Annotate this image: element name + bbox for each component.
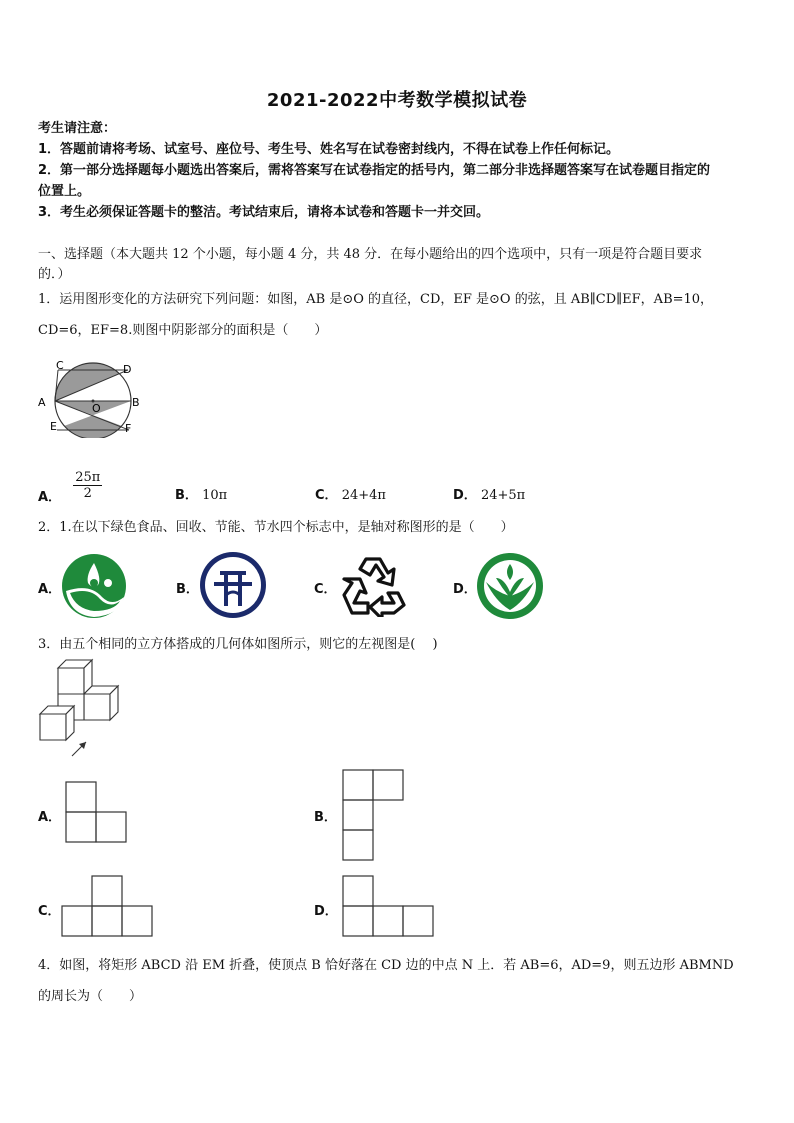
option-value: 24+5π (480, 488, 526, 503)
q2-option-c-label[interactable]: C． (314, 582, 337, 597)
water-saving-logo-icon (476, 552, 544, 620)
q4-text-cont: 的周长为（ ） (38, 989, 143, 1004)
q2-option-d-label[interactable]: D． (453, 582, 477, 597)
page-title: 2021-2022中考数学模拟试卷 (266, 90, 528, 111)
option-label: D． (453, 488, 477, 503)
notice-item-2-cont: 位置上。 (38, 184, 91, 199)
option-value: 10π (202, 488, 228, 503)
q3-option-c-figure (60, 874, 154, 938)
q3-text: 3．由五个相同的立方体搭成的几何体如图所示，则它的左视图是( ) (38, 637, 438, 652)
q3-option-a[interactable]: A． (38, 810, 62, 825)
option-label: B． (175, 488, 198, 503)
q2-text: 2．1.在以下绿色食品、回收、节能、节水四个标志中，是轴对称图形的是（ ） (38, 520, 514, 535)
fraction-numerator: 25π (75, 470, 101, 485)
label-f: F (125, 422, 132, 435)
green-food-logo-icon (60, 553, 128, 619)
option-label: A． (38, 490, 62, 505)
notice-heading: 考生请注意： (38, 121, 117, 136)
fraction-denominator: 2 (83, 486, 92, 501)
label-d: D (123, 363, 132, 376)
q1-option-a[interactable] (38, 470, 102, 505)
section-heading-cont: 的．） (38, 267, 71, 282)
q1-text-cont: CD=6，EF=8.则图中阴影部分的面积是（ ） (38, 323, 328, 338)
q3-option-a-figure (64, 780, 128, 844)
label-c: C (56, 359, 64, 372)
notice-item-1: 1．答题前请将考场、试室号、座位号、考生号、姓名写在试卷密封线内，不得在试卷上作任何标记。 (38, 142, 620, 157)
q3-option-c[interactable]: C． (38, 904, 61, 919)
recycle-logo-icon (338, 553, 408, 617)
q3-cubes-figure (36, 658, 128, 762)
q3-option-d[interactable]: D． (314, 904, 338, 919)
q2-option-a-label[interactable]: A． (38, 582, 62, 597)
q1-text: 1．运用图形变化的方法研究下列问题：如图，AB 是⊙O 的直径，CD，EF 是⊙O 的弦，且 AB∥CD∥EF，AB=10， (38, 292, 714, 307)
label-e: E (50, 420, 57, 433)
notice-item-3: 3．考生必须保证答题卡的整洁。考试结束后，请将本试卷和答题卡一并交回。 (38, 205, 490, 220)
q2-option-b-label[interactable]: B． (176, 582, 199, 597)
q1-option-d[interactable] (453, 484, 525, 503)
label-o: O (92, 402, 101, 415)
q4-text: 4．如图，将矩形 ABCD 沿 EM 折叠，使顶点 B 恰好落在 CD 边的中点 N 上．若 AB=6，AD=9，则五边形 ABMND (38, 958, 734, 973)
q1-option-c[interactable] (315, 484, 386, 503)
option-label: C． (315, 488, 338, 503)
q1-option-b[interactable] (175, 484, 227, 503)
q3-option-b[interactable]: B． (314, 810, 337, 825)
notice-item-2: 2．第一部分选择题每小题选出答案后，需将答案写在试卷指定的括号内，第二部分非选择题答案写在试卷题目指定的 (38, 163, 711, 178)
q3-option-d-figure (341, 874, 435, 938)
q3-option-b-figure (341, 768, 405, 862)
option-value: 24+4π (341, 488, 386, 503)
energy-saving-logo-icon (198, 551, 268, 619)
q1-circle-figure (36, 356, 146, 438)
label-a: A (38, 396, 46, 409)
section-heading: 一、选择题（本大题共 12 个小题，每小题 4 分，共 48 分．在每小题给出的四个选项中，只有一项是符合题目要求 (38, 247, 703, 262)
label-b: B (132, 396, 140, 409)
